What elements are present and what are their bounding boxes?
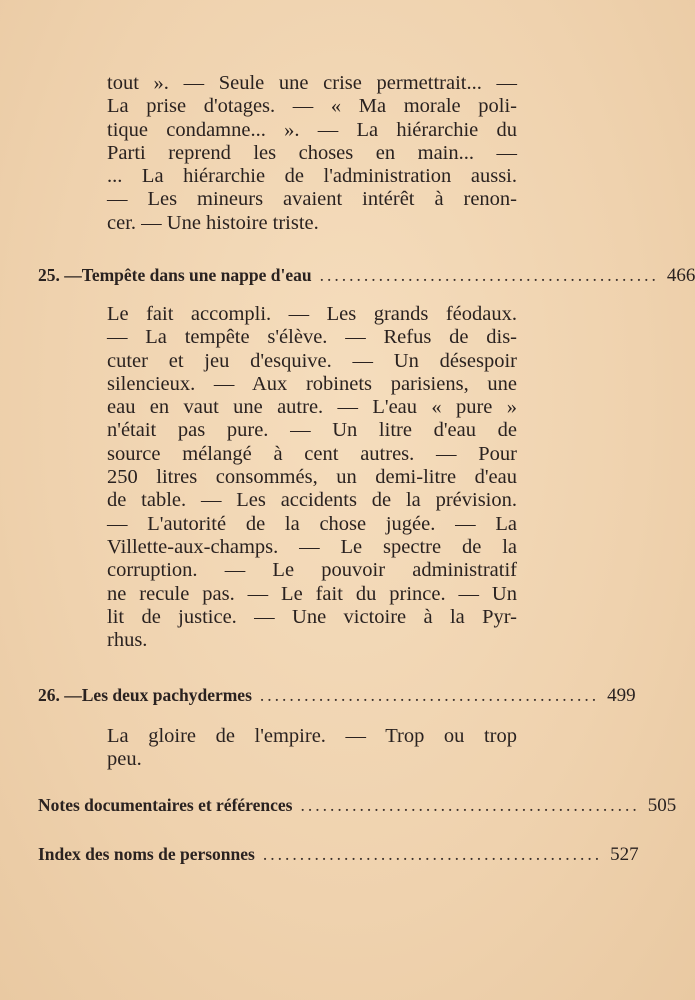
page-number: 466 [666, 265, 695, 286]
summary-line: de table. — Les accidents de la prévision. [107, 489, 517, 512]
section-title: Index des noms de personnes [38, 844, 255, 864]
page-number: 499 [607, 685, 636, 706]
summary-line: ne recule pas. — Le fait du prince. — Un [107, 582, 517, 605]
summary-line: corruption. — Le pouvoir administratif [107, 559, 517, 582]
chapter-number: 26. — [38, 685, 82, 705]
toc-entry-notes [38, 795, 677, 817]
summary-line: cuter et jeu d'esquive. — Un désespoir [107, 349, 517, 372]
page-number: 527 [610, 844, 639, 865]
summary-line: — Les mineurs avaient intérêt à renon- [107, 188, 517, 211]
summary-line: Villette-aux-champs. — Le spectre de la [107, 535, 517, 558]
chapter-26-summary [107, 725, 517, 772]
summary-line: eau en vaut une autre. — L'eau « pure » [107, 396, 517, 419]
chapter-24-summary [107, 72, 517, 235]
summary-line: n'était pas pure. — Un litre d'eau de [107, 419, 517, 442]
chapter-title: Les deux pachydermes [81, 685, 252, 705]
summary-line: silencieux. — Aux robinets parisiens, une [107, 372, 517, 395]
summary-line: source mélangé à cent autres. — Pour [107, 442, 517, 465]
summary-line: — L'autorité de la chose jugée. — La [107, 512, 517, 535]
summary-line: tout ». — Seule une crise permettrait... — [107, 72, 517, 94]
summary-line: peu. [107, 748, 142, 771]
summary-line: ... La hiérarchie de l'administration aussi. [107, 165, 517, 188]
summary-line: Parti reprend les choses en main... — [107, 141, 517, 164]
dot-leader: .............................................. [262, 844, 603, 864]
page-number: 505 [647, 795, 677, 816]
summary-line: — La tempête s'élève. — Refus de dis- [107, 326, 517, 349]
toc-entry-chapter-25 [38, 265, 695, 287]
dot-leader: .............................................. [300, 795, 640, 815]
summary-line: tique condamne... ». — La hiérarchie du [107, 118, 517, 141]
summary-line: rhus. [107, 629, 148, 652]
toc-entry-chapter-26 [38, 685, 636, 707]
summary-line: 250 litres consommés, un demi-litre d'eau [107, 466, 517, 489]
chapter-25-summary [107, 303, 517, 652]
dot-leader: .............................................. [259, 685, 600, 705]
summary-line: La prise d'otages. — « Ma morale poli- [107, 95, 517, 118]
summary-line: Le fait accompli. — Les grands féodaux. [107, 303, 517, 325]
section-title: Notes documentaires et références [38, 795, 293, 815]
summary-line: cer. — Une histoire triste. [107, 211, 319, 234]
toc-entry-index [38, 844, 639, 866]
dot-leader: .............................................. [319, 265, 659, 285]
summary-line: lit de justice. — Une victoire à la Pyr- [107, 605, 517, 628]
chapter-number: 25. — [38, 265, 82, 285]
chapter-title: Tempête dans une nappe d'eau [81, 265, 312, 285]
summary-line: La gloire de l'empire. — Trop ou trop [107, 725, 517, 747]
